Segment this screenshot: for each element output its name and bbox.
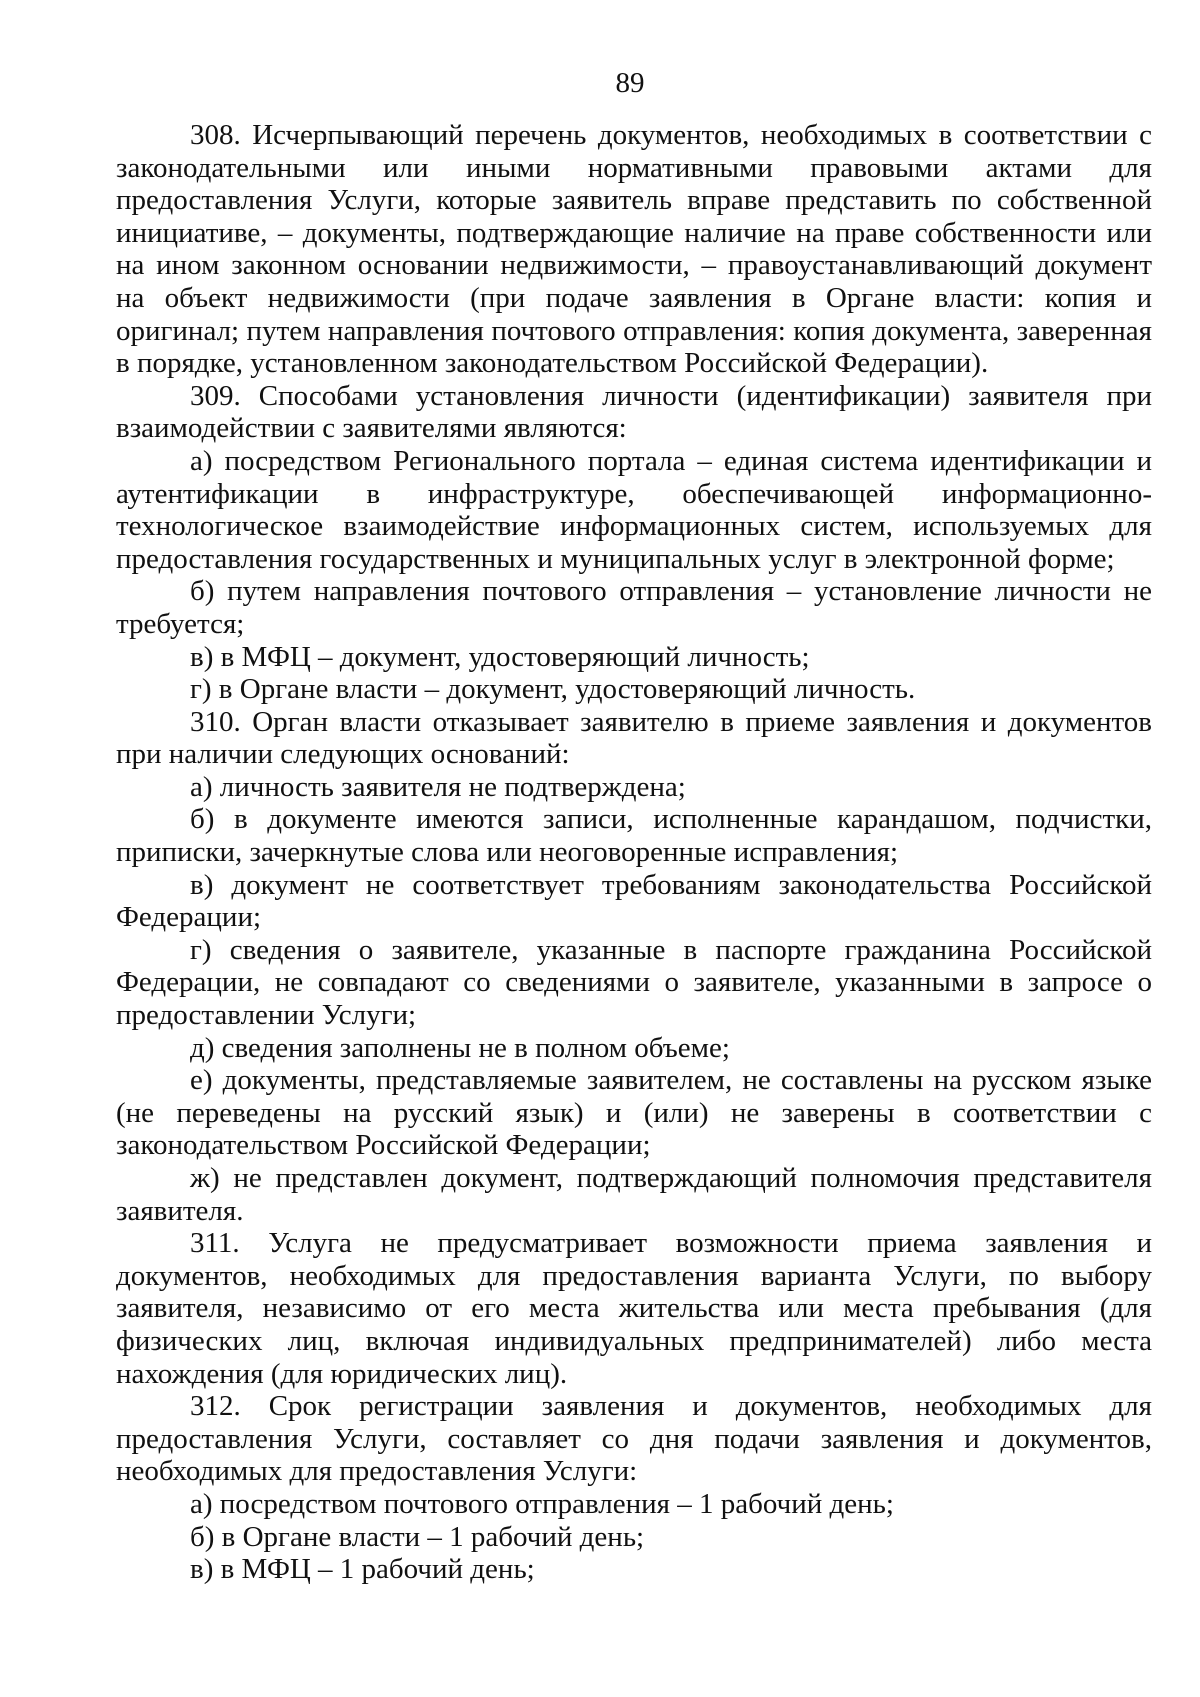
- paragraph-310-b: б) в документе имеются записи, исполненные карандашом, подчистки, приписки, зачеркнутые слова или неоговоренные исправления;: [116, 803, 1152, 869]
- paragraph-308: 308. Исчерпывающий перечень документов, необходимых в соответствии с законодательными или иными нормативными правовыми актами для предоставления Услуги, которые заявитель вправе представить по собственной инициативе, – документы, подтверждающие наличие на праве собственности или на ином законном основании недвижимости, – правоустанавливающий документ на объект недвижимости (при подаче заявления в Органе власти: копия и оригинал; путем направления почтового отправления: копия документа, заверенная в порядке, установленном законодательством Российской Федерации).: [116, 119, 1152, 380]
- paragraph-310: 310. Орган власти отказывает заявителю в приеме заявления и документов при наличии следующих оснований:: [116, 705, 1152, 771]
- paragraph-310-g: г) сведения о заявителе, указанные в паспорте гражданина Российской Федерации, не совпадают со сведениями о заявителе, указанными в запросе о предоставлении Услуги;: [116, 933, 1152, 1032]
- paragraph-312-v: в) в МФЦ – 1 рабочий день;: [190, 1553, 535, 1586]
- paragraph-312: 312. Срок регистрации заявления и документов, необходимых для предоставления Услуги, составляет со дня подачи заявления и документов, необходимых для предоставления Услуги:: [116, 1390, 1152, 1488]
- paragraph-309-b: б) путем направления почтового отправления – установление личности не требуется;: [116, 575, 1152, 640]
- paragraph-309-a: а) посредством Регионального портала – единая система идентификации и аутентификации в инфраструктуре, обеспечивающей информационно-технологическое взаимодействие информационных систем, используемых для предоставления государственных и муниципальных услуг в электронной форме;: [116, 444, 1152, 575]
- paragraph-309-g: г) в Органе власти – документ, удостоверяющий личность.: [190, 673, 916, 706]
- paragraph-310-e: е) документы, представляемые заявителем, не составлены на русском языке (не переведены на русский язык) и (или) не заверены в соответствии с законодательством Российской Федерации;: [116, 1064, 1152, 1162]
- paragraph-310-d: д) сведения заполнены не в полном объеме;: [190, 1031, 730, 1064]
- paragraph-309: 309. Способами установления личности (идентификации) заявителя при взаимодействии с заявителями являются:: [116, 379, 1152, 445]
- paragraph-312-b: б) в Органе власти – 1 рабочий день;: [190, 1520, 645, 1553]
- paragraph-311: 311. Услуга не предусматривает возможности приема заявления и документов, необходимых для предоставления варианта Услуги, по выбору заявителя, независимо от его места жительства или места пребывания (для физических лиц, включая индивидуальных предпринимателей) либо места нахождения (для юридических лиц).: [116, 1227, 1152, 1390]
- document-body: [116, 119, 1152, 1586]
- paragraph-310-zh: ж) не представлен документ, подтверждающий полномочия представителя заявителя.: [116, 1162, 1152, 1227]
- page-number: 89: [615, 67, 645, 99]
- paragraph-312-a: а) посредством почтового отправления – 1 рабочий день;: [190, 1487, 894, 1520]
- paragraph-310-v: в) документ не соответствует требованиям законодательства Российской Федерации;: [116, 868, 1152, 934]
- paragraph-310-a: а) личность заявителя не подтверждена;: [190, 770, 686, 803]
- paragraph-309-v: в) в МФЦ – документ, удостоверяющий личность;: [190, 640, 810, 673]
